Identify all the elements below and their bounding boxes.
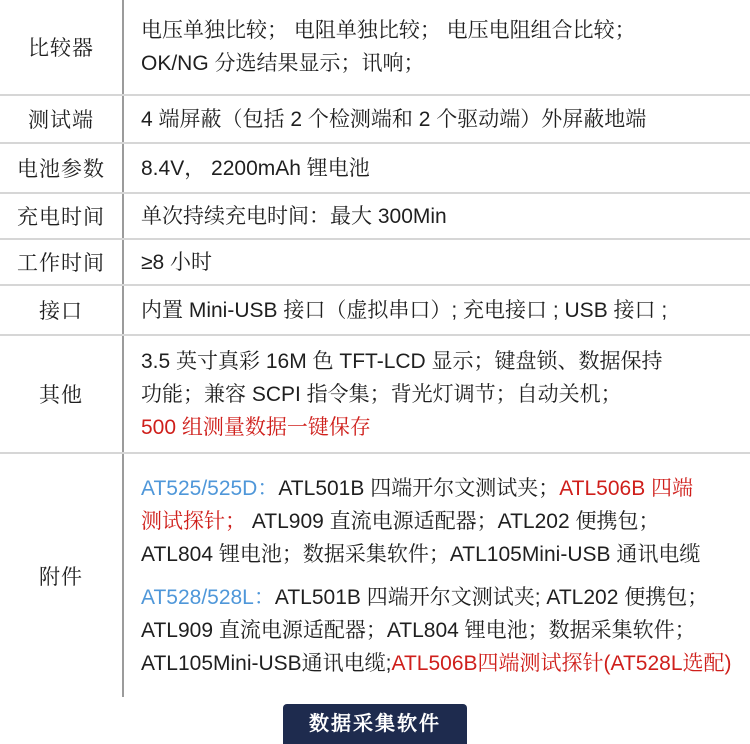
content-line bbox=[141, 614, 742, 647]
content-line bbox=[141, 647, 742, 680]
text-run: AT528/528L： bbox=[141, 585, 275, 609]
text-run: 电压单独比较； 电阻单独比较； 电压电阻组合比较； bbox=[141, 19, 636, 42]
content-line bbox=[141, 411, 742, 444]
text-run: 测试探针； bbox=[141, 509, 246, 533]
table-row bbox=[0, 96, 750, 144]
row-content bbox=[124, 194, 750, 238]
row-content bbox=[124, 454, 750, 697]
text-run: ATL506B 四端 bbox=[559, 476, 694, 500]
content-line bbox=[141, 581, 742, 614]
table-row bbox=[0, 0, 750, 96]
text-run: ATL501B 四端开尔文测试夹; ATL202 便携包； bbox=[274, 585, 709, 609]
content-line bbox=[141, 505, 742, 538]
content-paragraph bbox=[141, 246, 742, 279]
text-run: ATL105Mini-USB通讯电缆; bbox=[141, 651, 392, 675]
content-line bbox=[141, 472, 742, 505]
text-run: 单次持续充电时间：最大 300Min bbox=[141, 204, 447, 228]
row-content bbox=[124, 286, 750, 334]
next-section-banner-label: 数据采集软件 bbox=[309, 713, 441, 735]
row-label: 工作时间 bbox=[0, 240, 124, 284]
row-label: 测试端 bbox=[0, 96, 124, 142]
table-row bbox=[0, 336, 750, 454]
row-content bbox=[124, 336, 750, 452]
text-run: ATL909 直流电源适配器；ATL202 便携包； bbox=[246, 509, 660, 533]
content-paragraph bbox=[141, 472, 742, 571]
table-row bbox=[0, 144, 750, 194]
content-line bbox=[141, 345, 742, 378]
table-row bbox=[0, 194, 750, 240]
content-line bbox=[141, 103, 742, 136]
content-paragraph bbox=[141, 14, 742, 80]
next-section-banner bbox=[283, 704, 467, 744]
text-run: 3.5 英寸真彩 16M 色 TFT-LCD 显示；键盘锁、数据保持 bbox=[141, 349, 663, 373]
content-line bbox=[141, 14, 742, 47]
content-paragraph bbox=[141, 152, 742, 185]
text-run: AT525/525D： bbox=[141, 476, 279, 500]
row-label: 比较器 bbox=[0, 0, 124, 94]
content-paragraph bbox=[141, 103, 742, 136]
row-content bbox=[124, 144, 750, 192]
content-paragraph bbox=[141, 581, 742, 680]
row-content bbox=[124, 96, 750, 142]
content-line bbox=[141, 378, 742, 411]
text-run: 4 端屏蔽（包括 2 个检测端和 2 个驱动端）外屏蔽地端 bbox=[141, 107, 647, 131]
text-run: ≥8 小时 bbox=[141, 250, 213, 274]
text-run: ATL501B 四端开尔文测试夹； bbox=[278, 476, 560, 500]
content-line bbox=[141, 152, 742, 185]
text-run: 内置 Mini-USB 接口（虚拟串口）; 充电接口 ; USB 接口 ; bbox=[141, 298, 668, 322]
content-line bbox=[141, 246, 742, 279]
content-paragraph bbox=[141, 345, 742, 444]
text-run: ATL909 直流电源适配器；ATL804 锂电池；数据采集软件； bbox=[141, 618, 696, 642]
text-run: OK/NG 分选结果显示；讯响； bbox=[141, 52, 425, 75]
row-content bbox=[124, 240, 750, 284]
row-label: 电池参数 bbox=[0, 144, 124, 192]
content-line bbox=[141, 200, 742, 233]
text-run: ATL506B四端测试探针(AT528L选配) bbox=[391, 651, 732, 675]
table-row bbox=[0, 286, 750, 336]
content-line bbox=[141, 47, 742, 80]
text-run: 功能；兼容 SCPI 指令集；背光灯调节；自动关机； bbox=[141, 382, 622, 406]
table-row bbox=[0, 454, 750, 697]
row-content bbox=[124, 0, 750, 94]
row-label: 附件 bbox=[0, 454, 124, 697]
row-label: 其他 bbox=[0, 336, 124, 452]
content-line bbox=[141, 294, 742, 327]
row-label: 充电时间 bbox=[0, 194, 124, 238]
table-row bbox=[0, 240, 750, 286]
text-run: 8.4V， 2200mAh 锂电池 bbox=[141, 156, 370, 180]
content-paragraph bbox=[141, 200, 742, 233]
content-line bbox=[141, 538, 742, 571]
row-label: 接口 bbox=[0, 286, 124, 334]
text-run: 500 组测量数据一键保存 bbox=[141, 415, 371, 439]
content-paragraph bbox=[141, 294, 742, 327]
text-run: ATL804 锂电池；数据采集软件；ATL105Mini-USB 通讯电缆 bbox=[141, 542, 701, 566]
